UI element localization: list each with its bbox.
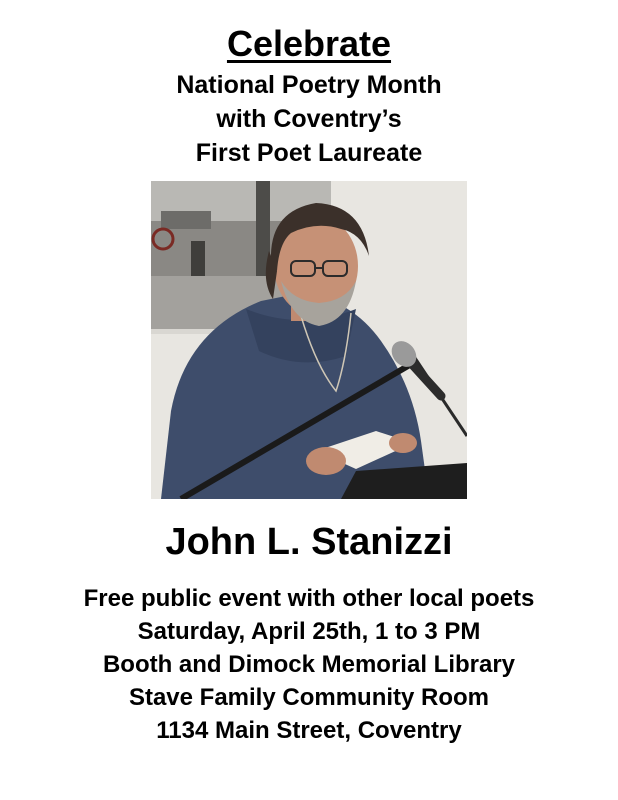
poet-photo	[151, 181, 467, 499]
flyer-title: Celebrate	[226, 23, 392, 64]
subtitle-line-3: First Poet Laureate	[195, 139, 423, 167]
poet-name: John L. Stanizzi	[165, 521, 453, 563]
subtitle-line-1: National Poetry Month	[176, 71, 442, 99]
event-date-time: Saturday, April 25th, 1 to 3 PM	[137, 618, 481, 645]
event-description: Free public event with other local poets	[83, 585, 535, 612]
subtitle-line-2: with Coventry’s	[216, 105, 402, 133]
poet-hand	[306, 447, 346, 475]
event-venue: Booth and Dimock Memorial Library	[102, 651, 516, 678]
event-room: Stave Family Community Room	[128, 684, 490, 711]
poet-photo-illustration	[151, 181, 467, 499]
event-address: 1134 Main Street, Coventry	[156, 717, 462, 744]
